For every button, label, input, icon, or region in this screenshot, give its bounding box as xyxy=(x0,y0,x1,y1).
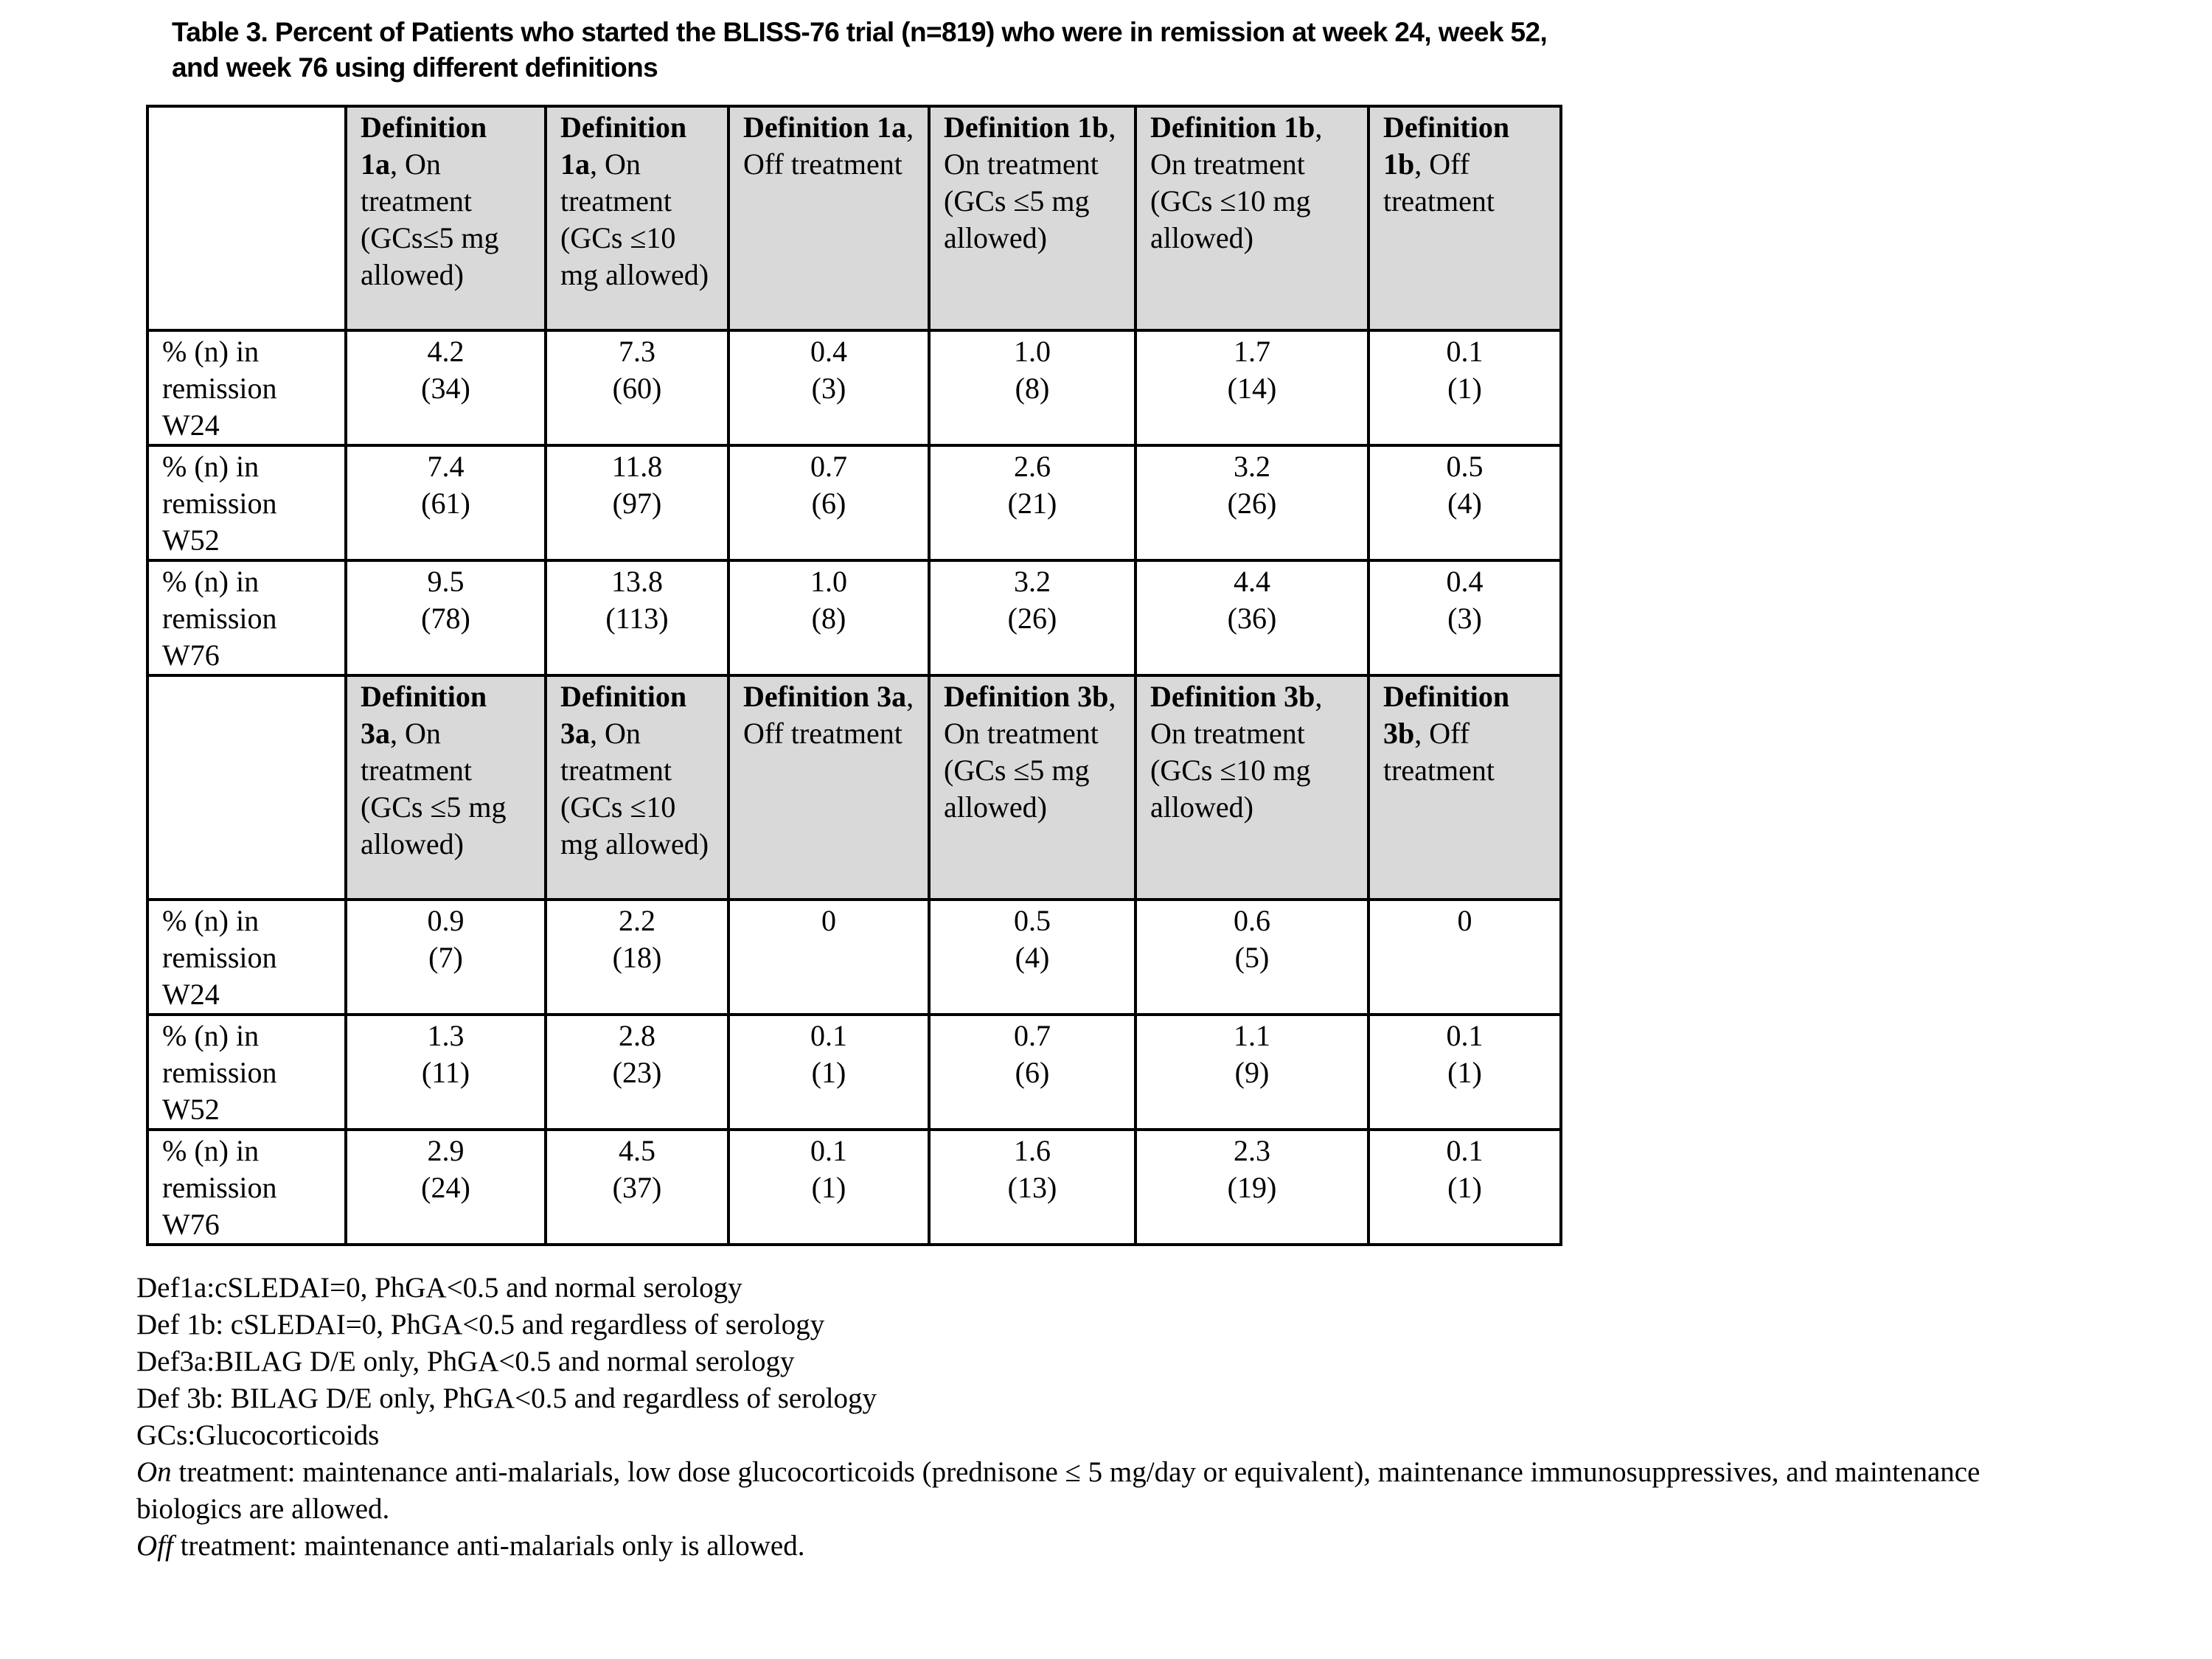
count-value: (1) xyxy=(1447,372,1482,405)
count-value: (5) xyxy=(1234,941,1270,974)
definition-name: Definition 3a xyxy=(560,680,687,750)
table-cell xyxy=(929,445,1135,560)
definition-name: Definition 3b xyxy=(1150,680,1315,713)
percent-value: 7.3 xyxy=(619,335,655,368)
footnote-on-text: treatment: maintenance anti-malarials, low dose glucocorticoids (prednisone ≤ 5 mg/day or equivalent), maintenance immunosuppressives, and maintenance biologics are allowed. xyxy=(136,1456,1980,1525)
column-header xyxy=(346,106,546,330)
row-label: % (n) in remission W52 xyxy=(147,1015,346,1130)
definition-name: Definition 1b xyxy=(1150,111,1315,144)
percent-value: 0.4 xyxy=(1446,565,1484,598)
percent-value: 1.1 xyxy=(1234,1019,1270,1052)
corner-cell xyxy=(147,106,346,330)
column-header xyxy=(346,675,546,900)
remission-table-body xyxy=(147,106,1561,1245)
percent-value: 2.6 xyxy=(1014,450,1051,483)
table-cell xyxy=(346,330,546,445)
remission-table xyxy=(146,105,1562,1246)
column-header xyxy=(546,675,728,900)
percent-value: 0.5 xyxy=(1014,904,1051,937)
table-row xyxy=(147,900,1561,1015)
definition-detail: , Off treatment xyxy=(743,680,914,750)
percent-value: 0.9 xyxy=(427,904,465,937)
percent-value: 0.1 xyxy=(1446,335,1484,368)
percent-value: 1.7 xyxy=(1234,335,1270,368)
percent-value: 0.1 xyxy=(810,1019,847,1052)
percent-value: 1.0 xyxy=(1014,335,1051,368)
column-header xyxy=(929,106,1135,330)
definition-detail: , On treatment (GCs ≤10 mg allowed) xyxy=(560,717,709,860)
table-row xyxy=(147,1015,1561,1130)
count-value: (36) xyxy=(1227,602,1277,635)
table-cell xyxy=(1135,1130,1368,1245)
table-cell xyxy=(929,330,1135,445)
percent-value: 9.5 xyxy=(427,565,465,598)
definition-detail: , On treatment (GCs ≤10 mg allowed) xyxy=(560,147,709,291)
percent-value: 0 xyxy=(1457,904,1472,937)
footnote-gcs: GCs:Glucocorticoids xyxy=(136,1419,380,1451)
count-value: (6) xyxy=(1015,1056,1050,1089)
definition-detail: , Off treatment xyxy=(1383,717,1495,787)
percent-value: 2.8 xyxy=(619,1019,655,1052)
table-cell xyxy=(1368,1015,1561,1130)
percent-value: 0.7 xyxy=(810,450,847,483)
row-label: % (n) in remission W76 xyxy=(147,1130,346,1245)
footnote-off-label: Off xyxy=(136,1530,173,1562)
footnote-def1b: Def 1b: cSLEDAI=0, PhGA<0.5 and regardless of serology xyxy=(136,1309,825,1340)
footnotes xyxy=(136,1270,2127,1565)
percent-value: 1.0 xyxy=(810,565,847,598)
count-value: (60) xyxy=(612,372,662,405)
percent-value: 2.2 xyxy=(619,904,655,937)
footnote-def1a: Def1a:cSLEDAI=0, PhGA<0.5 and normal serology xyxy=(136,1272,742,1304)
column-header xyxy=(1135,106,1368,330)
percent-value: 0.1 xyxy=(1446,1134,1484,1167)
count-value: (18) xyxy=(612,941,662,974)
definition-detail: , Off treatment xyxy=(743,111,914,181)
row-label: % (n) in remission W24 xyxy=(147,330,346,445)
definition-detail: , On treatment (GCs ≤5 mg allowed) xyxy=(944,111,1116,254)
count-value: (113) xyxy=(605,602,669,635)
percent-value: 4.5 xyxy=(619,1134,655,1167)
footnote-def3b: Def 3b: BILAG D/E only, PhGA<0.5 and regardless of serology xyxy=(136,1382,877,1414)
count-value: (4) xyxy=(1447,487,1482,520)
table-cell xyxy=(1368,1130,1561,1245)
percent-value: 1.6 xyxy=(1014,1134,1051,1167)
definition-name: Definition 3b xyxy=(944,680,1109,713)
percent-value: 3.2 xyxy=(1234,450,1270,483)
definition-detail: , On treatment (GCs ≤5 mg allowed) xyxy=(361,717,507,860)
table-cell xyxy=(1135,1015,1368,1130)
footnote-on-label: On xyxy=(136,1456,172,1488)
table-cell xyxy=(1135,900,1368,1015)
percent-value: 0.4 xyxy=(810,335,847,368)
percent-value: 4.2 xyxy=(427,335,465,368)
column-header xyxy=(929,675,1135,900)
row-label: % (n) in remission W52 xyxy=(147,445,346,560)
table-row xyxy=(147,560,1561,675)
count-value: (61) xyxy=(421,487,470,520)
count-value: (1) xyxy=(1447,1056,1482,1089)
table-cell xyxy=(728,330,929,445)
table-cell xyxy=(1368,560,1561,675)
count-value: (8) xyxy=(811,602,846,635)
count-value: (3) xyxy=(1447,602,1482,635)
table-cell xyxy=(1135,330,1368,445)
count-value: (1) xyxy=(1447,1171,1482,1204)
table-cell xyxy=(728,1130,929,1245)
definition-name: Definition 3a xyxy=(361,680,487,750)
table-row xyxy=(147,445,1561,560)
count-value: (1) xyxy=(811,1171,846,1204)
count-value: (3) xyxy=(811,372,846,405)
count-value: (7) xyxy=(428,941,463,974)
percent-value: 2.3 xyxy=(1234,1134,1270,1167)
percent-value: 1.3 xyxy=(427,1019,465,1052)
percent-value: 4.4 xyxy=(1234,565,1270,598)
table-cell xyxy=(1135,560,1368,675)
table-cell xyxy=(929,1015,1135,1130)
table-cell xyxy=(546,560,728,675)
count-value: (9) xyxy=(1234,1056,1270,1089)
count-value: (11) xyxy=(421,1056,470,1089)
definition-name: Definition 1b xyxy=(944,111,1109,144)
percent-value: 0.6 xyxy=(1234,904,1270,937)
count-value: (21) xyxy=(1007,487,1057,520)
count-value: (8) xyxy=(1015,372,1050,405)
count-value: (97) xyxy=(612,487,662,520)
table-cell xyxy=(546,1130,728,1245)
table-title: Table 3. Percent of Patients who started the BLISS-76 trial (n=819) who were in remission at week 24, week 52, and week 76 using different definitions xyxy=(172,17,1548,83)
percent-value: 2.9 xyxy=(427,1134,465,1167)
percent-value: 0.7 xyxy=(1014,1019,1051,1052)
table-row xyxy=(147,1130,1561,1245)
count-value: (1) xyxy=(811,1056,846,1089)
definition-name: Definition 1a xyxy=(361,111,487,181)
count-value: (34) xyxy=(421,372,470,405)
table-cell xyxy=(929,900,1135,1015)
count-value: (24) xyxy=(421,1171,470,1204)
definition-name: Definition 3b xyxy=(1383,680,1510,750)
footnote-off-text: treatment: maintenance anti-malarials only is allowed. xyxy=(173,1530,805,1562)
percent-value: 0.5 xyxy=(1446,450,1484,483)
table-cell xyxy=(346,445,546,560)
definition-name: Definition 3a xyxy=(743,680,907,713)
header-row xyxy=(147,106,1561,330)
table-cell xyxy=(346,900,546,1015)
percent-value: 3.2 xyxy=(1014,565,1051,598)
percent-value: 7.4 xyxy=(427,450,465,483)
definition-detail: , On treatment (GCs ≤10 mg allowed) xyxy=(1150,111,1323,254)
count-value: (78) xyxy=(421,602,470,635)
column-header xyxy=(1135,675,1368,900)
definition-detail: , On treatment (GCs ≤10 mg allowed) xyxy=(1150,680,1323,824)
footnote-off-treatment xyxy=(136,1528,2127,1565)
definition-name: Definition 1b xyxy=(1383,111,1510,181)
table-cell xyxy=(546,1015,728,1130)
count-value: (6) xyxy=(811,487,846,520)
table-cell xyxy=(1368,330,1561,445)
table-cell xyxy=(728,445,929,560)
table-cell xyxy=(728,1015,929,1130)
table-cell xyxy=(929,560,1135,675)
definition-detail: , On treatment (GCs≤5 mg allowed) xyxy=(361,147,499,291)
percent-value: 11.8 xyxy=(611,450,663,483)
percent-value: 0.1 xyxy=(1446,1019,1484,1052)
table-cell xyxy=(346,560,546,675)
count-value: (26) xyxy=(1227,487,1277,520)
table-cell xyxy=(728,900,929,1015)
table-cell xyxy=(1368,445,1561,560)
table-cell xyxy=(929,1130,1135,1245)
count-value: (14) xyxy=(1227,372,1277,405)
footnote-on-treatment xyxy=(136,1454,2053,1528)
table-cell xyxy=(346,1130,546,1245)
definition-detail: , Off treatment xyxy=(1383,147,1495,218)
row-label: % (n) in remission W76 xyxy=(147,560,346,675)
column-header xyxy=(1368,675,1561,900)
header-row xyxy=(147,675,1561,900)
count-value: (19) xyxy=(1227,1171,1277,1204)
column-header xyxy=(546,106,728,330)
footnote-def3a: Def3a:BILAG D/E only, PhGA<0.5 and normal serology xyxy=(136,1346,795,1377)
table-cell xyxy=(1135,445,1368,560)
count-value: (26) xyxy=(1007,602,1057,635)
table-cell xyxy=(1368,900,1561,1015)
definition-name: Definition 1a xyxy=(743,111,907,144)
table-cell xyxy=(546,445,728,560)
table-cell xyxy=(546,900,728,1015)
column-header xyxy=(728,106,929,330)
percent-value: 0.1 xyxy=(810,1134,847,1167)
table-cell xyxy=(728,560,929,675)
table-cell xyxy=(346,1015,546,1130)
column-header xyxy=(1368,106,1561,330)
definition-name: Definition 1a xyxy=(560,111,687,181)
count-value: (13) xyxy=(1007,1171,1057,1204)
count-value: (4) xyxy=(1015,941,1050,974)
table-cell xyxy=(546,330,728,445)
percent-value: 13.8 xyxy=(611,565,663,598)
corner-cell xyxy=(147,675,346,900)
percent-value: 0 xyxy=(821,904,836,937)
definition-detail: , On treatment (GCs ≤5 mg allowed) xyxy=(944,680,1116,824)
count-value: (23) xyxy=(612,1056,662,1089)
row-label: % (n) in remission W24 xyxy=(147,900,346,1015)
column-header xyxy=(728,675,929,900)
count-value: (37) xyxy=(612,1171,662,1204)
table-row xyxy=(147,330,1561,445)
